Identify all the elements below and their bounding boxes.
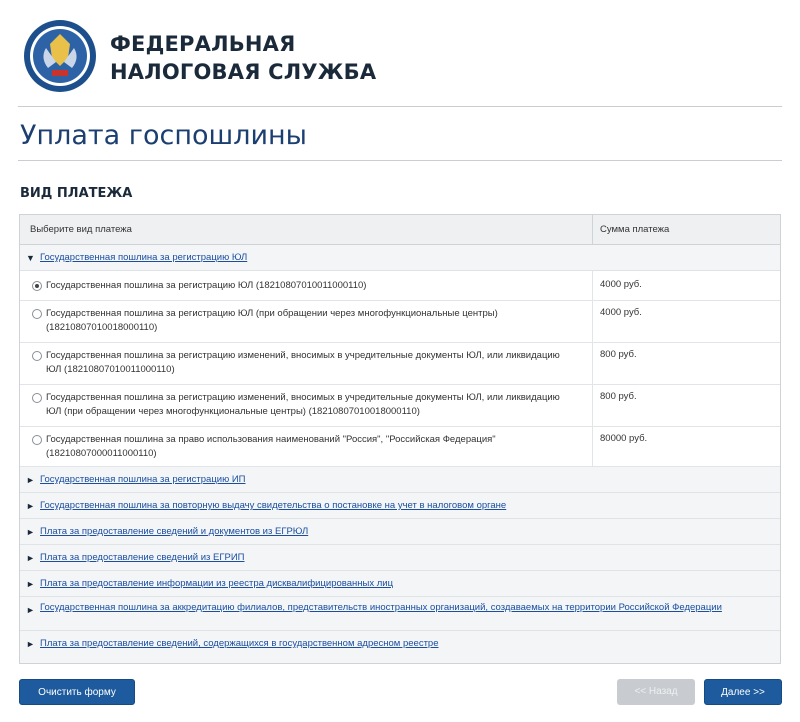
group-row[interactable] xyxy=(20,631,780,663)
column-divider xyxy=(592,301,593,342)
back-button[interactable]: << Назад xyxy=(617,679,695,705)
chevron-right-icon: ► xyxy=(26,527,35,537)
brand-title-line-1: ФЕДЕРАЛЬНАЯ xyxy=(110,32,296,56)
header-divider xyxy=(18,106,782,107)
payment-option-row[interactable] xyxy=(20,271,780,301)
title-divider xyxy=(18,160,782,161)
section-title: ВИД ПЛАТЕЖА xyxy=(20,186,133,201)
chevron-right-icon: ► xyxy=(26,553,35,563)
payment-option-sum: 800 руб. xyxy=(600,349,637,360)
payment-option-sum: 80000 руб. xyxy=(600,433,648,444)
group-row[interactable] xyxy=(20,545,780,571)
payment-option-label: Государственная пошлина за регистрацию ЮЛ (18210807010011000110) xyxy=(46,280,367,291)
payment-option-row[interactable] xyxy=(20,385,780,427)
page-title: Уплата госпошлины xyxy=(20,120,307,151)
payment-option-label: Государственная пошлина за право использования наименований "Россия", "Российская Федерация" (18210807000011000110) xyxy=(46,434,496,459)
chevron-right-icon: ► xyxy=(26,475,35,485)
column-divider xyxy=(592,385,593,426)
group-link[interactable]: Плата за предоставление сведений из ЕГРИП xyxy=(40,552,245,563)
group-link[interactable]: Государственная пошлина за регистрацию ИП xyxy=(40,474,246,485)
chevron-right-icon: ► xyxy=(26,501,35,511)
group-link[interactable]: Государственная пошлина за аккредитацию филиалов, представительств иностранных организаций, создаваемых на территории Российской Федерации xyxy=(40,602,722,613)
group-link[interactable]: Государственная пошлина за повторную выдачу свидетельства о постановке на учет в налоговом органе xyxy=(40,500,507,511)
brand-title-line-2: НАЛОГОВАЯ СЛУЖБА xyxy=(110,60,377,84)
column-divider xyxy=(592,343,593,384)
chevron-right-icon: ► xyxy=(26,579,35,589)
group-row[interactable] xyxy=(20,493,780,519)
group-link[interactable]: Плата за предоставление сведений и документов из ЕГРЮЛ xyxy=(40,526,309,537)
payment-option-sum: 4000 руб. xyxy=(600,307,642,318)
column-header-type: Выберите вид платежа xyxy=(30,224,132,235)
group-row[interactable] xyxy=(20,467,780,493)
group-link[interactable]: Государственная пошлина за регистрацию ЮЛ xyxy=(40,252,248,263)
payment-option-sum: 4000 руб. xyxy=(600,279,642,290)
payment-option-label: Государственная пошлина за регистрацию изменений, вносимых в учредительные документы ЮЛ, или ликвидацию ЮЛ (18210807010011000110) xyxy=(46,350,560,375)
group-row[interactable] xyxy=(20,597,780,631)
column-divider xyxy=(592,271,593,300)
chevron-right-icon: ► xyxy=(26,639,35,649)
column-divider xyxy=(592,427,593,466)
chevron-down-icon: ▼ xyxy=(26,253,35,263)
chevron-right-icon: ► xyxy=(26,605,35,615)
next-button[interactable]: Далее >> xyxy=(704,679,782,705)
radio-button[interactable] xyxy=(32,393,42,403)
payment-option-sum: 800 руб. xyxy=(600,391,637,402)
group-link[interactable]: Плата за предоставление сведений, содержащихся в государственном адресном реестре xyxy=(40,638,439,649)
payment-option-label: Государственная пошлина за регистрацию изменений, вносимых в учредительные документы ЮЛ, или ликвидацию ЮЛ (при обращении через многофункциональные центры) (18210807010018000110) xyxy=(46,392,560,417)
clear-form-button[interactable]: Очистить форму xyxy=(19,679,135,705)
group-row-legal-entity-registration[interactable] xyxy=(20,245,780,271)
site-header xyxy=(0,0,800,104)
radio-button[interactable] xyxy=(32,435,42,445)
payment-type-table xyxy=(19,214,781,664)
radio-button[interactable] xyxy=(32,351,42,361)
radio-button[interactable] xyxy=(32,309,42,319)
group-link[interactable]: Плата за предоставление информации из реестра дисквалифицированных лиц xyxy=(40,578,394,589)
payment-option-row[interactable] xyxy=(20,301,780,343)
payment-option-row[interactable] xyxy=(20,343,780,385)
group-row[interactable] xyxy=(20,571,780,597)
group-row[interactable] xyxy=(20,519,780,545)
payment-option-row[interactable] xyxy=(20,427,780,467)
fns-emblem-icon xyxy=(22,18,98,94)
radio-button[interactable] xyxy=(32,281,42,291)
payment-option-label: Государственная пошлина за регистрацию ЮЛ (при обращении через многофункциональные центры) (18210807010018000110) xyxy=(46,308,498,333)
column-header-sum: Сумма платежа xyxy=(600,224,670,235)
column-divider xyxy=(592,215,593,245)
table-header xyxy=(20,215,780,245)
